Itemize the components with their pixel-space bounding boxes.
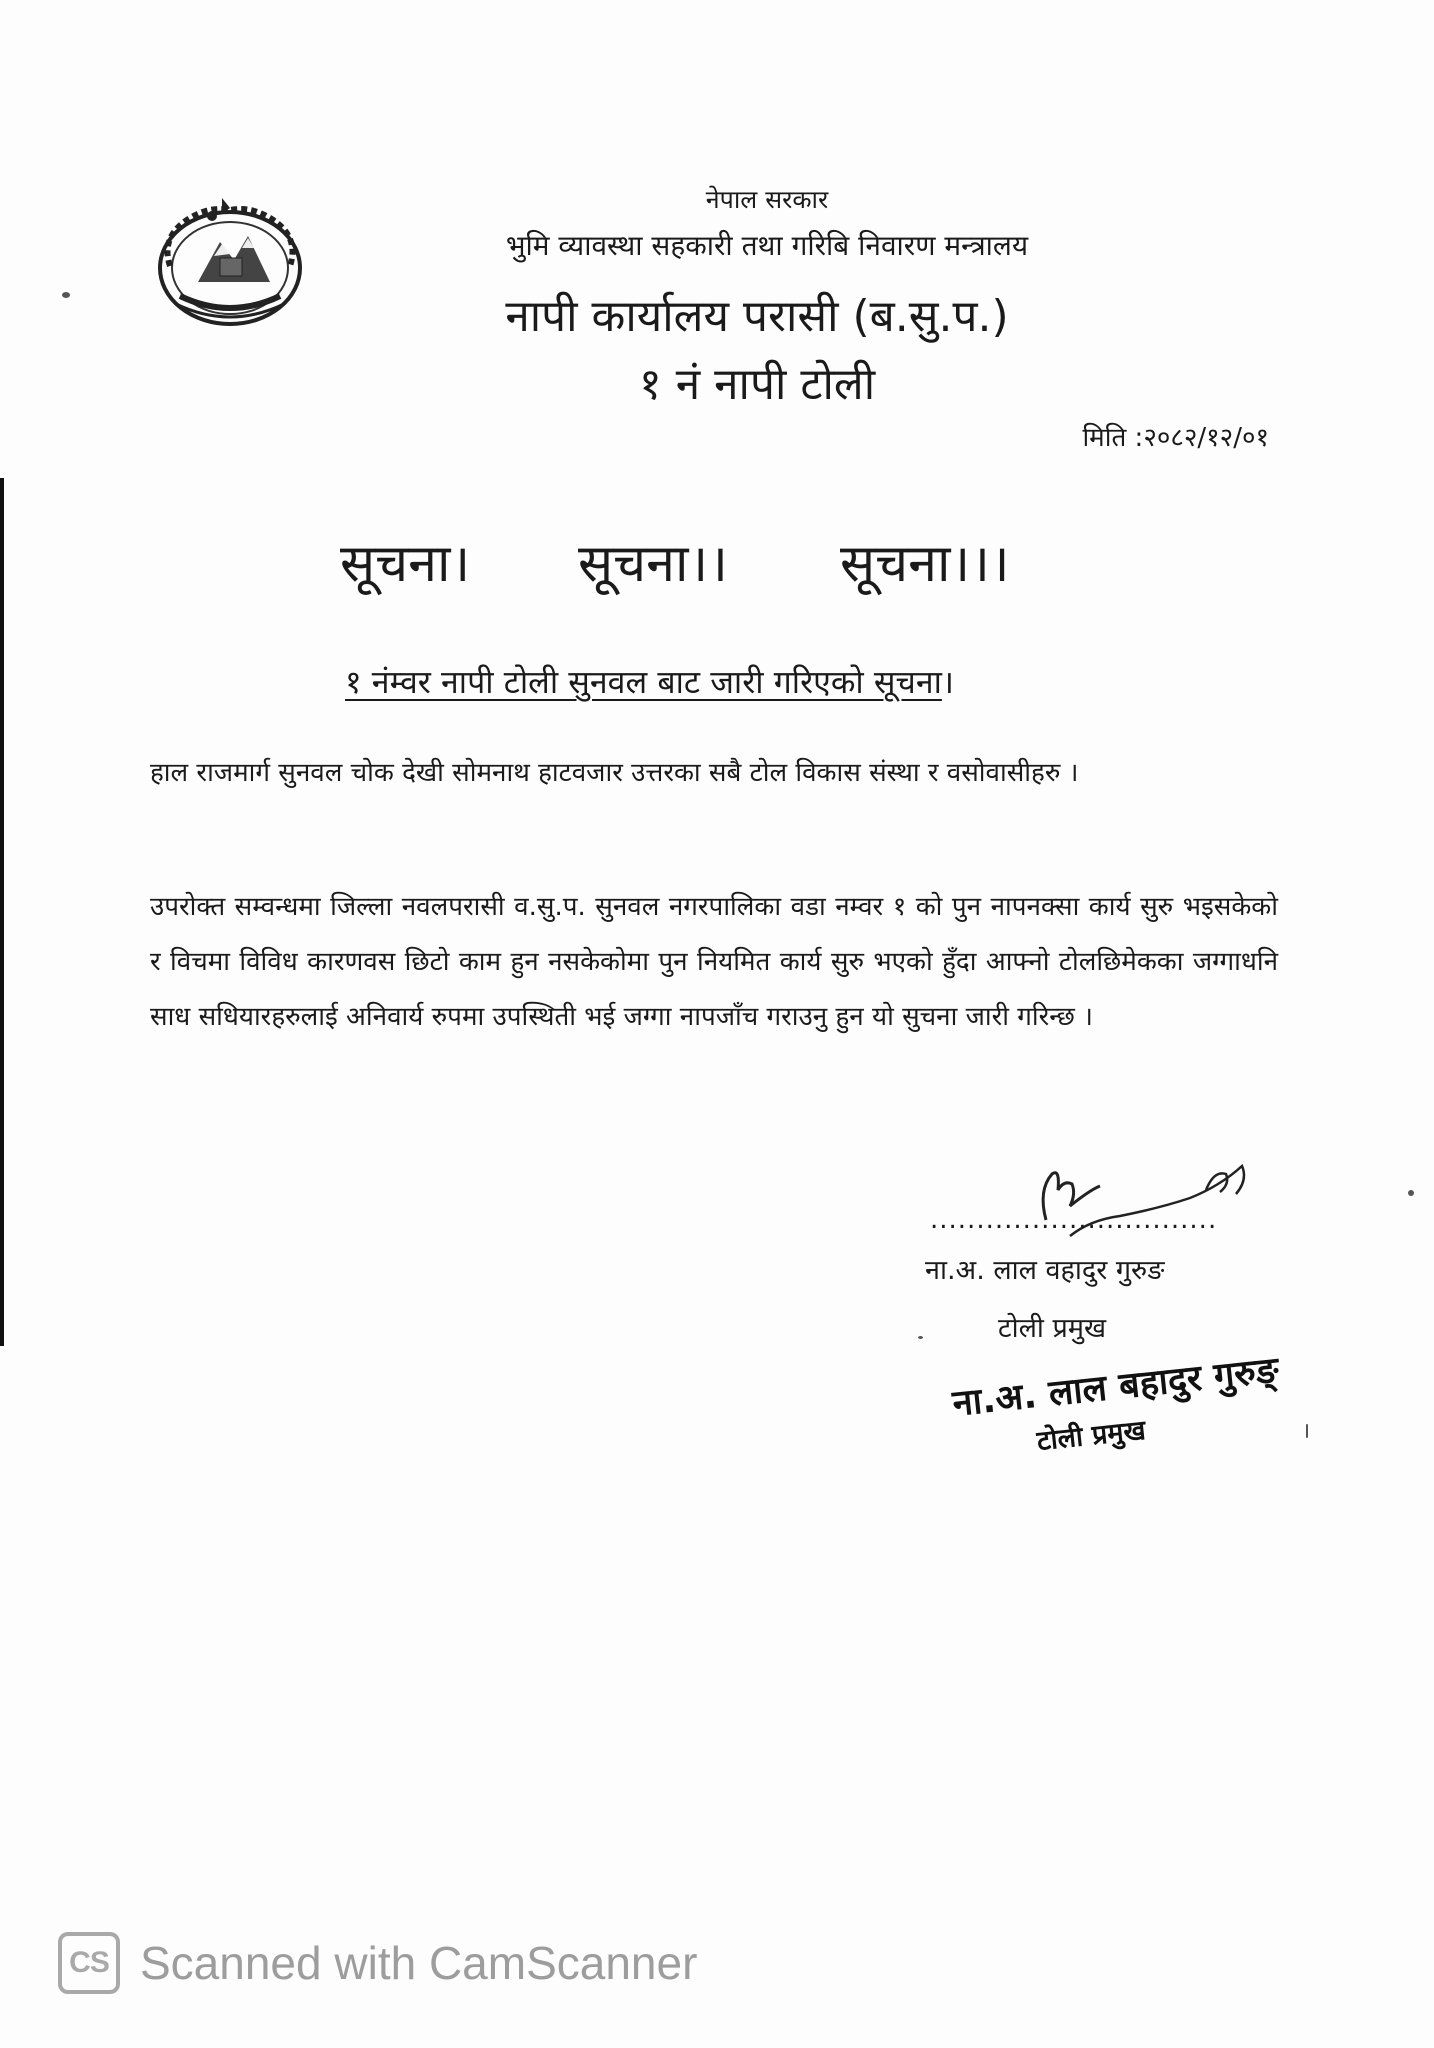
subject-line: [345, 660, 954, 703]
scan-speck: [1306, 1424, 1308, 1438]
camscanner-text: Scanned with CamScanner: [140, 1937, 698, 1989]
signatory-name: ना.अ. लाल वहादुर गुरुङ: [925, 1255, 1165, 1286]
notice-heading-2: सूचना।।: [578, 534, 728, 594]
notice-heading-3: सूचना।।।: [840, 534, 1010, 594]
body-paragraph-1: हाल राजमार्ग सुनवल चोक देखी सोमनाथ हाटवजार उत्तरका सबै टोल विकास संस्था र वसोवासीहरु ।: [150, 758, 1079, 788]
office-title: नापी कार्यालय परासी (ब.सु.प.): [505, 291, 1009, 342]
stamp-role: टोली प्रमुख: [1035, 1414, 1148, 1458]
scan-speck: [918, 1336, 923, 1339]
scan-speck: [62, 292, 70, 298]
subject-end: ।: [941, 663, 955, 701]
stamp-name: ना.अ. लाल बहादुर गुरुङ्: [950, 1349, 1281, 1425]
team-title: १ नं नापी टोली: [638, 359, 876, 410]
signature-dotted-line: ...............................: [930, 1205, 1218, 1235]
government-title: नेपाल सरकार: [705, 185, 829, 214]
ministry-title: भुमि व्यावस्था सहकारी तथा गरिबि निवारण मन्त्रालय: [505, 229, 1029, 262]
signatory-role: टोली प्रमुख: [998, 1313, 1107, 1344]
camscanner-watermark: [58, 1930, 697, 1996]
camscanner-logo-icon: CS: [58, 1932, 120, 1994]
issue-date: मिति :२०८२/१२/०१: [1082, 423, 1269, 453]
subject-text: १ नंम्वर नापी टोली सुनवल बाट जारी गरिएको सूचना: [345, 663, 942, 701]
official-stamp: [950, 1347, 1281, 1488]
body-paragraph-2: उपरोक्त सम्वन्धमा जिल्ला नवलपरासी व.सु.प. सुनवल नगरपालिका वडा नम्वर १ को पुन नापनक्सा कार्य सुरु भइसकेको र विचमा विविध कारणवस छिटो काम हुन नसकेकोमा पुन नियमित कार्य सुरु भएको हुँदा आफ्नो टोलछिमेकका जग्गाधनि साध सधियारहरुलाई अनिवार्य रुपमा उपस्थिती भई जग्गा नापजाँच गराउनु हुन यो सुचना जारी गरिन्छ ।: [150, 892, 1278, 1032]
notice-heading-1: सूचना।: [340, 534, 471, 594]
signature-block: [900, 1150, 1260, 1330]
scan-speck: [1408, 1190, 1414, 1196]
scan-edge-shadow: [0, 478, 4, 1346]
